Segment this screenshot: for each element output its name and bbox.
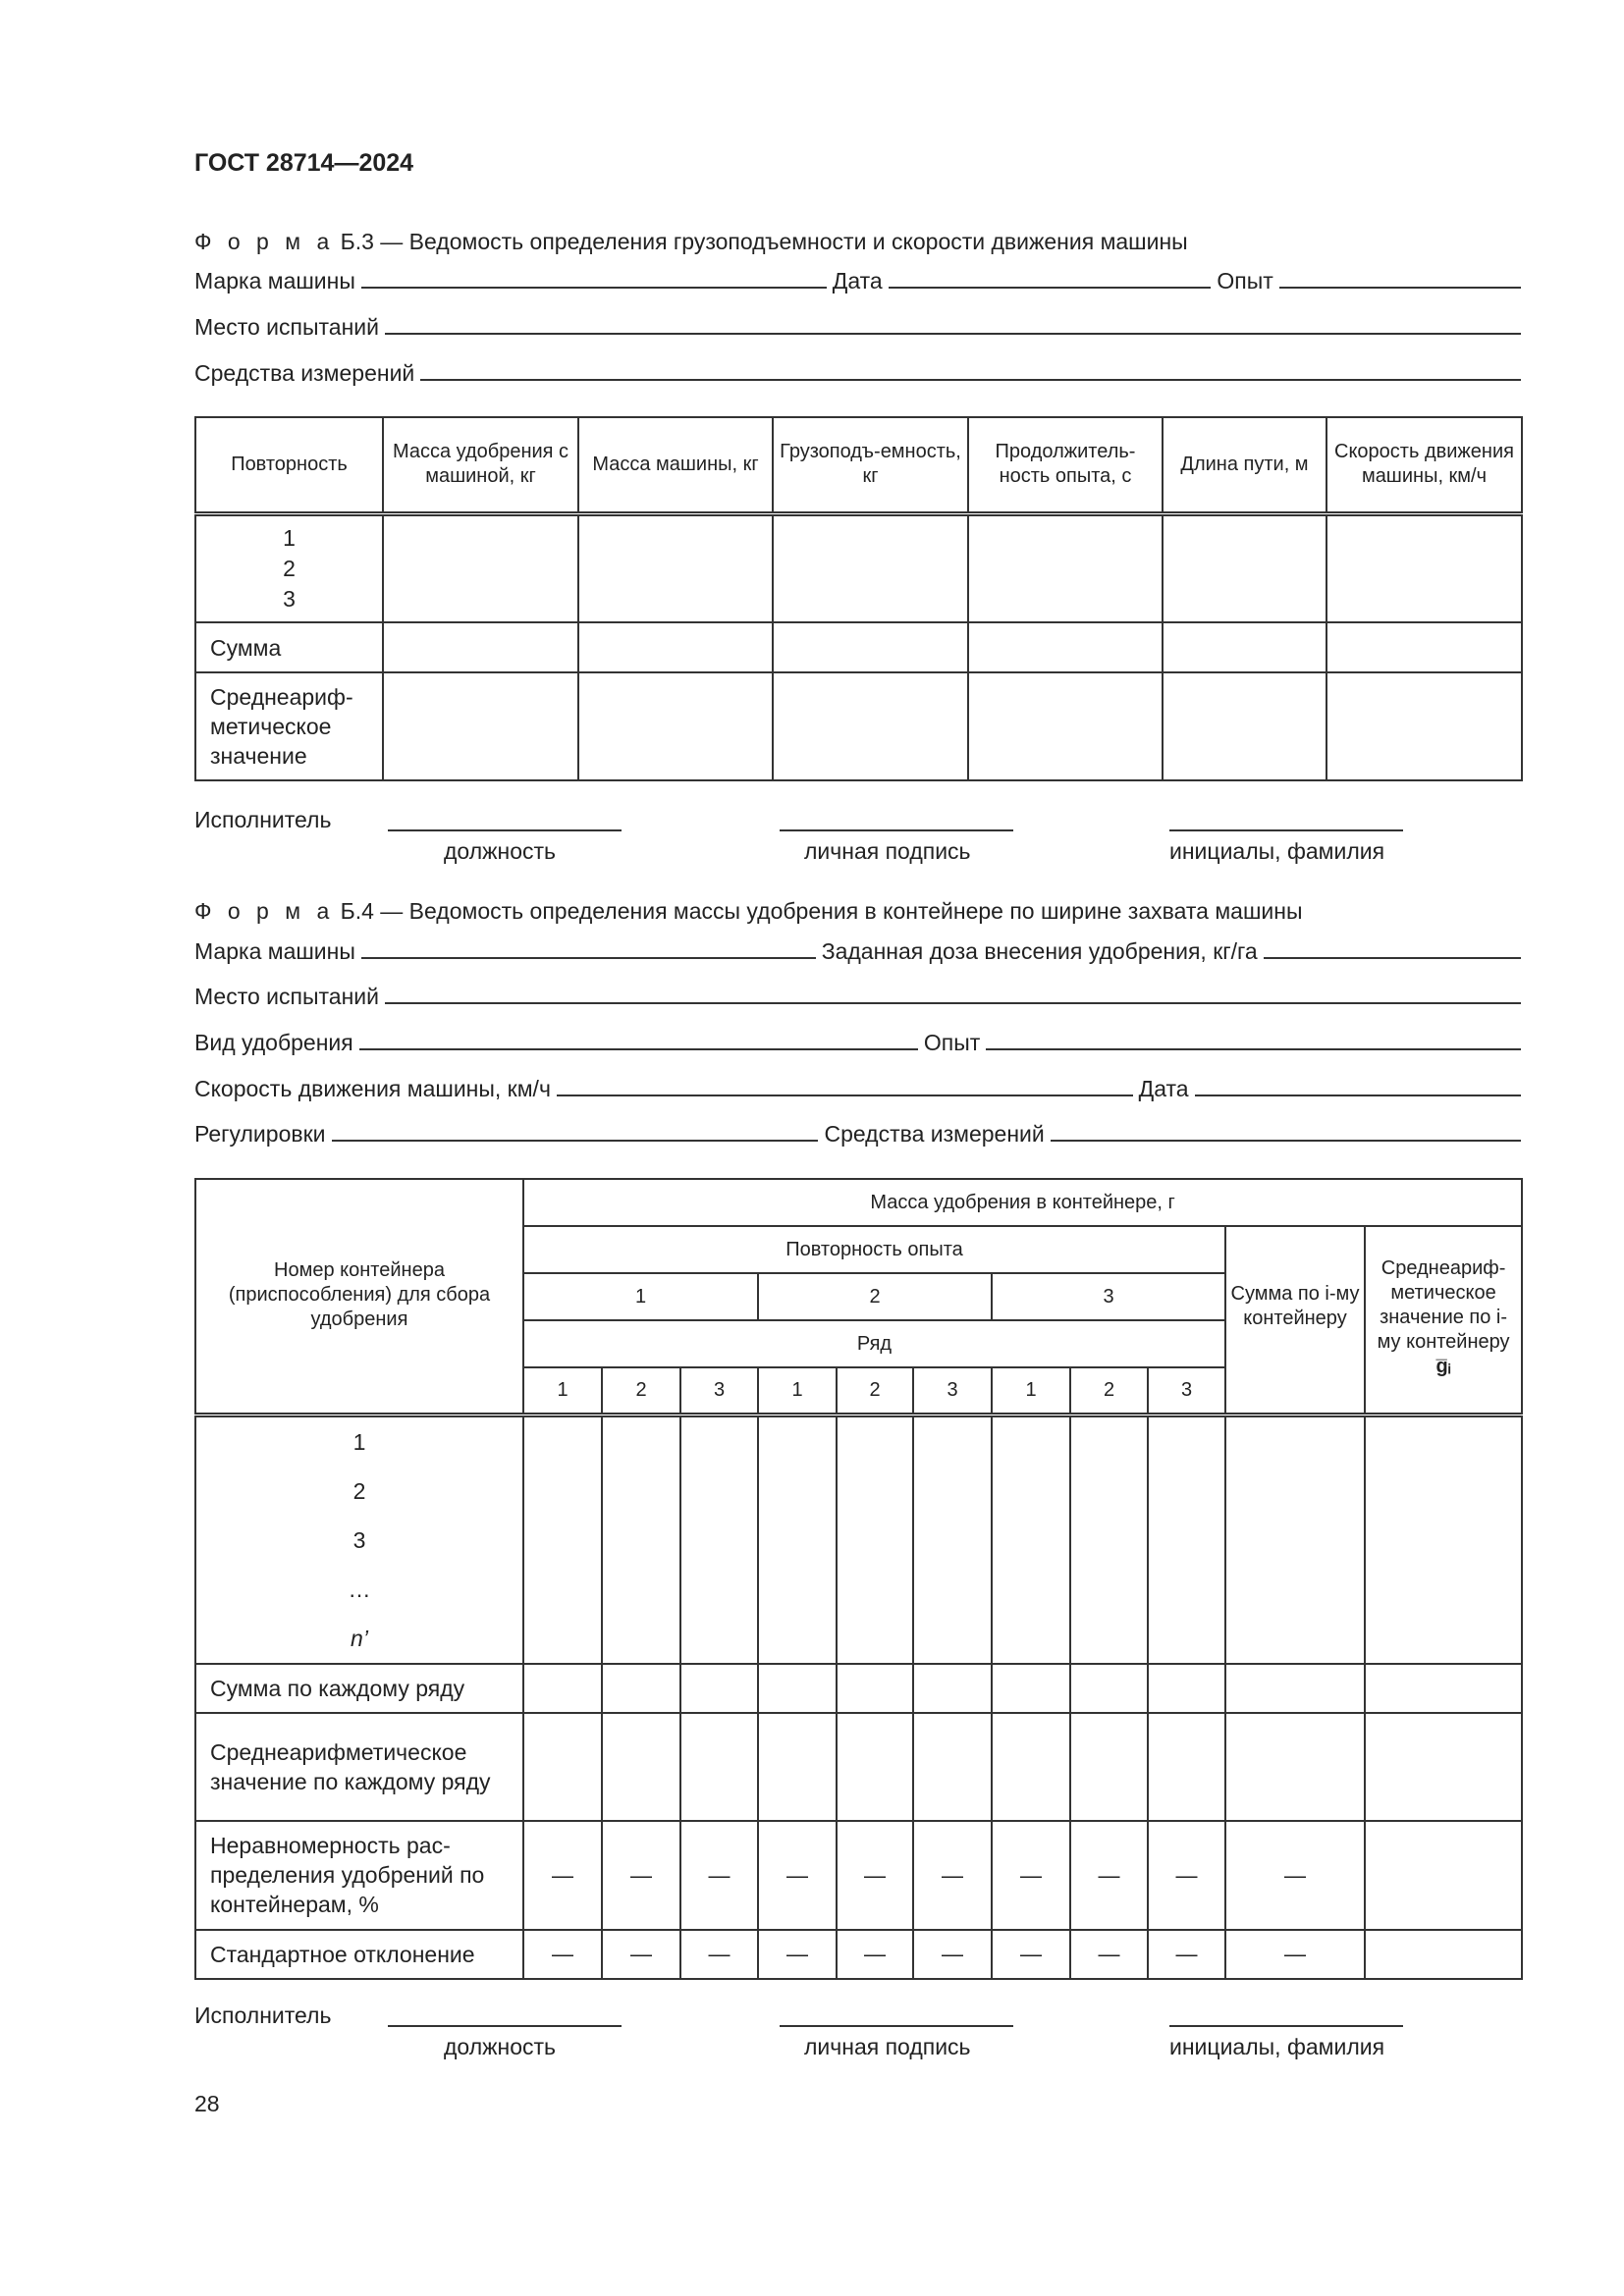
- cell[interactable]: [913, 1713, 992, 1821]
- cell[interactable]: [578, 622, 773, 672]
- form-b3-title: [194, 229, 1188, 255]
- cell[interactable]: [1365, 1713, 1522, 1821]
- cell[interactable]: [383, 672, 578, 780]
- instruments-input-line[interactable]: [420, 379, 1521, 381]
- field-label: Место испытаний: [194, 314, 379, 340]
- brand-input-line[interactable]: [361, 957, 816, 959]
- container-numbers: [195, 1415, 523, 1664]
- cell[interactable]: [523, 1415, 602, 1664]
- dash-cell: —: [1148, 1821, 1225, 1930]
- trial-input-line[interactable]: [986, 1048, 1521, 1050]
- row-number: 3: [1148, 1367, 1225, 1415]
- repeat-number: 3: [283, 585, 296, 612]
- cell[interactable]: [1326, 513, 1522, 622]
- field-label: Заданная доза внесения удобрения, кг/га: [821, 938, 1258, 964]
- dash-cell: —: [1148, 1930, 1225, 1979]
- name-caption: инициалы, фамилия: [1169, 838, 1385, 864]
- header-duration: Продолжитель-ность опыта, с: [968, 417, 1163, 513]
- cell[interactable]: [1070, 1415, 1148, 1664]
- cell[interactable]: [1225, 1415, 1365, 1664]
- header-sum-text: Сумма по i-му контейнеру: [1230, 1283, 1360, 1329]
- position-caption: должность: [444, 2034, 557, 2059]
- executor-label: Исполнитель: [194, 807, 332, 832]
- cell[interactable]: [837, 1664, 913, 1713]
- cell[interactable]: [578, 672, 773, 780]
- dash-cell: —: [1070, 1821, 1148, 1930]
- header-machine-mass: Масса машины, кг: [578, 417, 773, 513]
- sum-label: Сумма: [195, 622, 383, 672]
- header-capacity: Грузоподъ-емность, кг: [773, 417, 968, 513]
- cell[interactable]: [1225, 1713, 1365, 1821]
- cell[interactable]: [523, 1664, 602, 1713]
- cell[interactable]: [758, 1664, 837, 1713]
- row-number: 3: [913, 1367, 992, 1415]
- cell[interactable]: [1148, 1713, 1225, 1821]
- dash-cell: —: [602, 1821, 680, 1930]
- instruments-input-line[interactable]: [1051, 1140, 1521, 1142]
- field-label: Вид удобрения: [194, 1030, 353, 1055]
- dash-cell: —: [1225, 1821, 1365, 1930]
- header-speed: Скорость движения машины, км/ч: [1326, 417, 1522, 513]
- header-mean-text: Среднеариф-метическое значение по i-му контейнеру: [1377, 1257, 1510, 1353]
- form-b4-title: [194, 898, 1302, 925]
- dash-cell: —: [523, 1930, 602, 1979]
- field-label: Регулировки: [194, 1121, 326, 1147]
- cell[interactable]: [1365, 1664, 1522, 1713]
- adjustments-input-line[interactable]: [332, 1140, 819, 1142]
- executor-label: Исполнитель: [194, 2002, 332, 2028]
- date-input-line[interactable]: [1195, 1095, 1521, 1096]
- repeat-number: 2: [283, 555, 296, 581]
- field-label: Средства измерений: [194, 360, 415, 386]
- cell[interactable]: [602, 1415, 680, 1664]
- repeat-number: 1: [283, 524, 296, 551]
- cell[interactable]: [992, 1664, 1070, 1713]
- cell[interactable]: [968, 622, 1163, 672]
- field-row-brand-dose: [194, 935, 1521, 965]
- form-title-text: Б.4 — Ведомость определения массы удобрения в контейнере по ширине захвата машины: [340, 898, 1303, 924]
- dash-cell: —: [837, 1930, 913, 1979]
- form-b3-table: [194, 416, 1523, 781]
- uneven-row-label: Неравномерность рас-пределения удобрений по контейнерам, %: [195, 1821, 523, 1930]
- dash-cell: —: [992, 1930, 1070, 1979]
- table-row: [195, 1415, 1522, 1664]
- container-number: 2: [352, 1477, 366, 1504]
- field-row-adjustments: [194, 1118, 1521, 1148]
- container-number: n’: [351, 1625, 368, 1651]
- header-path-length: Длина пути, м: [1163, 417, 1326, 513]
- dash-cell: —: [913, 1930, 992, 1979]
- sum-row-label: Сумма по каждому ряду: [195, 1664, 523, 1713]
- cell[interactable]: [1326, 622, 1522, 672]
- speed-input-line[interactable]: [557, 1095, 1133, 1096]
- cell[interactable]: [913, 1415, 992, 1664]
- field-row-fert-type: [194, 1027, 1521, 1056]
- signature-caption: личная подпись: [804, 2034, 971, 2059]
- field-label: Опыт: [1217, 268, 1273, 294]
- cell[interactable]: [680, 1713, 758, 1821]
- signature-caption: личная подпись: [804, 838, 971, 864]
- place-input-line[interactable]: [385, 1002, 1521, 1004]
- place-input-line[interactable]: [385, 333, 1521, 335]
- row-number: 2: [1070, 1367, 1148, 1415]
- dash-cell: —: [1070, 1930, 1148, 1979]
- repeat-3: 3: [992, 1273, 1225, 1320]
- table-row: [195, 622, 1522, 672]
- header-repeat: Повторность: [195, 417, 383, 513]
- cell[interactable]: [773, 513, 968, 622]
- name-caption: инициалы, фамилия: [1169, 2034, 1385, 2059]
- container-number: …: [348, 1575, 371, 1602]
- date-input-line[interactable]: [889, 287, 1212, 289]
- page-number: 28: [194, 2091, 220, 2116]
- cell[interactable]: [968, 513, 1163, 622]
- cell[interactable]: [992, 1415, 1070, 1664]
- fert-type-input-line[interactable]: [359, 1048, 918, 1050]
- row-number: 2: [837, 1367, 913, 1415]
- field-row-instruments: [194, 357, 1521, 387]
- table-row: [195, 1930, 1522, 1979]
- repeat-numbers: [195, 513, 383, 622]
- table-row: [195, 1821, 1522, 1930]
- field-row-brand: [194, 265, 1521, 294]
- dash-cell: —: [523, 1821, 602, 1930]
- cell[interactable]: [1326, 672, 1522, 780]
- dash-cell: —: [837, 1821, 913, 1930]
- header-container-number: Номер контейнера (приспособления) для сбора удобрения: [195, 1179, 523, 1415]
- row-number: 1: [992, 1367, 1070, 1415]
- container-number: 3: [352, 1526, 366, 1553]
- field-label: Марка машины: [194, 938, 355, 964]
- name-line[interactable]: [1169, 829, 1403, 831]
- mean-row-label: Среднеарифметическое значение по каждому ряду: [195, 1713, 523, 1821]
- cell[interactable]: [1163, 622, 1326, 672]
- cell[interactable]: [383, 622, 578, 672]
- dash-cell: —: [602, 1930, 680, 1979]
- cell[interactable]: [1148, 1664, 1225, 1713]
- cell[interactable]: [1070, 1713, 1148, 1821]
- cell[interactable]: [680, 1664, 758, 1713]
- cell[interactable]: [1163, 513, 1326, 622]
- form-title-text: Б.3 — Ведомость определения грузоподъемности и скорости движения машины: [340, 229, 1188, 254]
- form-b4-table: [194, 1178, 1523, 1980]
- dash-cell: —: [992, 1821, 1070, 1930]
- dash-cell: —: [1225, 1930, 1365, 1979]
- field-label: Марка машины: [194, 268, 355, 294]
- field-label: Дата: [832, 268, 883, 294]
- signature-line[interactable]: [780, 2025, 1013, 2027]
- dash-cell: —: [913, 1821, 992, 1930]
- header-mass-with-machine: Масса удобрения с машиной, кг: [383, 417, 578, 513]
- row-number: 2: [602, 1367, 680, 1415]
- header-row: Ряд: [523, 1320, 1225, 1367]
- cell[interactable]: [758, 1713, 837, 1821]
- cell[interactable]: [383, 513, 578, 622]
- field-label: Дата: [1138, 1076, 1189, 1101]
- cell[interactable]: [523, 1713, 602, 1821]
- dash-cell: —: [758, 1930, 837, 1979]
- field-row-place: [194, 311, 1521, 341]
- dash-cell: —: [680, 1821, 758, 1930]
- field-label: Средства измерений: [824, 1121, 1045, 1147]
- dose-input-line[interactable]: [1264, 957, 1521, 959]
- cell[interactable]: [578, 513, 773, 622]
- cell[interactable]: [1365, 1821, 1522, 1930]
- cell[interactable]: [1148, 1415, 1225, 1664]
- cell[interactable]: [602, 1713, 680, 1821]
- cell[interactable]: [837, 1415, 913, 1664]
- repeat-1: 1: [523, 1273, 758, 1320]
- cell[interactable]: [1163, 672, 1326, 780]
- field-label: Опыт: [923, 1030, 981, 1055]
- form-prefix: Ф о р м а: [194, 898, 335, 924]
- field-label: Место испытаний: [194, 984, 379, 1009]
- row-number: 3: [680, 1367, 758, 1415]
- field-row-speed: [194, 1073, 1521, 1102]
- cell[interactable]: [773, 622, 968, 672]
- repeat-2: 2: [758, 1273, 992, 1320]
- document-id: ГОСТ 28714—2024: [194, 149, 414, 177]
- row-number: 1: [523, 1367, 602, 1415]
- cell[interactable]: [1070, 1664, 1148, 1713]
- header-sum: [1225, 1226, 1365, 1415]
- table-row: [195, 513, 1522, 622]
- trial-input-line[interactable]: [1279, 287, 1521, 289]
- position-line[interactable]: [388, 829, 622, 831]
- dash-cell: —: [680, 1930, 758, 1979]
- position-line[interactable]: [388, 2025, 622, 2027]
- cell[interactable]: [680, 1415, 758, 1664]
- field-label: Скорость движения машины, км/ч: [194, 1076, 551, 1101]
- cell[interactable]: [968, 672, 1163, 780]
- field-row-place: [194, 981, 1521, 1010]
- cell[interactable]: [1365, 1930, 1522, 1979]
- row-number: 1: [758, 1367, 837, 1415]
- cell[interactable]: [913, 1664, 992, 1713]
- signature-line[interactable]: [780, 829, 1013, 831]
- name-line[interactable]: [1169, 2025, 1403, 2027]
- table-row: [195, 1713, 1522, 1821]
- cell[interactable]: [773, 672, 968, 780]
- table-row: [195, 1664, 1522, 1713]
- header-mean: [1365, 1226, 1522, 1415]
- container-number: 1: [352, 1428, 366, 1455]
- header-mass: Масса удобрения в контейнере, г: [523, 1179, 1522, 1226]
- mean-symbol: g̅ᵢ: [1435, 1356, 1451, 1377]
- std-row-label: Стандартное отклонение: [195, 1930, 523, 1979]
- cell[interactable]: [602, 1664, 680, 1713]
- table-row: [195, 672, 1522, 780]
- dash-cell: —: [758, 1821, 837, 1930]
- cell[interactable]: [992, 1713, 1070, 1821]
- cell[interactable]: [1225, 1664, 1365, 1713]
- cell[interactable]: [1365, 1415, 1522, 1664]
- form-prefix: Ф о р м а: [194, 229, 335, 254]
- brand-input-line[interactable]: [361, 287, 827, 289]
- cell[interactable]: [758, 1415, 837, 1664]
- mean-label: Среднеариф-метическое значение: [195, 672, 383, 780]
- position-caption: должность: [444, 838, 557, 864]
- header-repeat: Повторность опыта: [523, 1226, 1225, 1273]
- cell[interactable]: [837, 1713, 913, 1821]
